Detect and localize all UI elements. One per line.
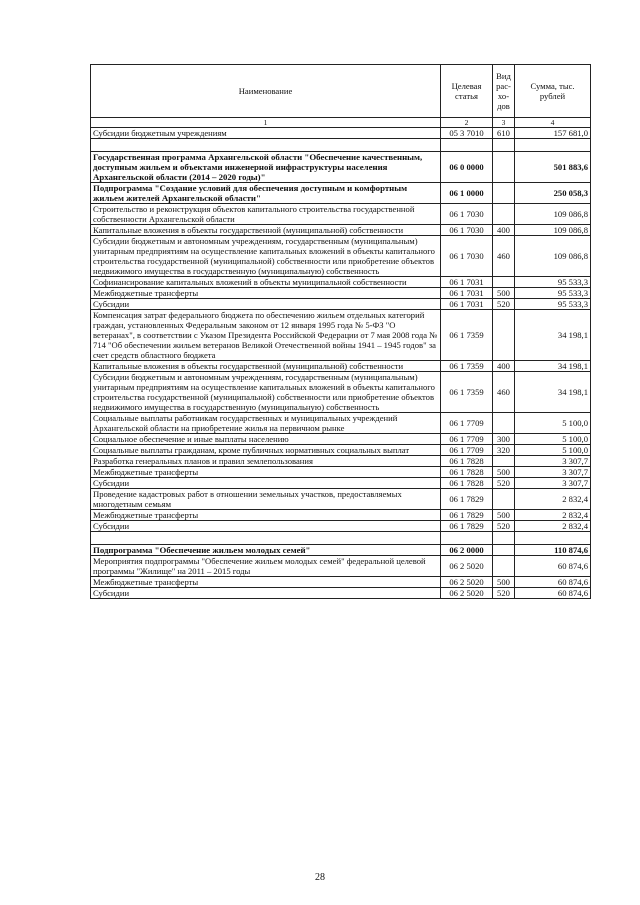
target-article: 06 1 7359 — [441, 372, 493, 413]
target-article: 06 1 7030 — [441, 204, 493, 225]
expense-type — [493, 310, 515, 361]
target-article: 06 1 7031 — [441, 277, 493, 288]
table-row — [91, 510, 591, 521]
table-row — [91, 456, 591, 467]
amount: 34 198,1 — [515, 361, 591, 372]
target-article: 06 1 7829 — [441, 489, 493, 510]
expense-type: 500 — [493, 288, 515, 299]
amount: 3 307,7 — [515, 478, 591, 489]
column-number: 3 — [493, 118, 515, 128]
item-name: Субсидии — [91, 478, 441, 489]
header-kind: Вид рас-хо-дов — [493, 65, 515, 118]
amount: 3 307,7 — [515, 456, 591, 467]
target-article: 06 1 0000 — [441, 183, 493, 204]
item-name: Подпрограмма "Создание условий для обеспечения доступным и комфортным жильем жителей Архангельской области" — [91, 183, 441, 204]
item-name: Межбюджетные трансферты — [91, 510, 441, 521]
expense-type — [493, 413, 515, 434]
header-sum: Сумма, тыс. рублей — [515, 65, 591, 118]
item-name: Капитальные вложения в объекты государственной (муниципальной) собственности — [91, 361, 441, 372]
expense-type: 500 — [493, 577, 515, 588]
amount: 60 874,6 — [515, 588, 591, 599]
expense-type: 300 — [493, 434, 515, 445]
target-article: 06 1 7828 — [441, 478, 493, 489]
item-name: Мероприятия подпрограммы "Обеспечение жильем молодых семей" федеральной целевой программы "Жилище" на 2011 – 2015 годы — [91, 556, 441, 577]
table-row — [91, 299, 591, 310]
expense-type: 500 — [493, 467, 515, 478]
table-row — [91, 445, 591, 456]
item-name: Субсидии бюджетным и автономным учреждениям, государственным (муниципальным) унитарным предприятиям на осуществление капитальных вложений в объекты капитального строительства государственной (муниципальной) собственности или приобретение объектов недвижимого имущества в государственную (муниципальную) собственность — [91, 236, 441, 277]
expense-type: 520 — [493, 478, 515, 489]
program-row — [91, 152, 591, 183]
empty-cell — [441, 139, 493, 152]
expense-type: 500 — [493, 510, 515, 521]
item-name: Субсидии бюджетным и автономным учреждениям, государственным (муниципальным) унитарным предприятиям на осуществление капитальных вложений в объекты капитального строительства государственной (муниципальной) собственности или приобретение объектов недвижимого имущества в государственную (муниципальную) собственность — [91, 372, 441, 413]
item-name: Субсидии — [91, 521, 441, 532]
amount: 157 681,0 — [515, 128, 591, 139]
target-article: 06 0 0000 — [441, 152, 493, 183]
expense-type: 610 — [493, 128, 515, 139]
target-article: 06 1 7828 — [441, 456, 493, 467]
amount: 109 086,8 — [515, 225, 591, 236]
expense-type: 520 — [493, 299, 515, 310]
amount: 95 533,3 — [515, 288, 591, 299]
item-name: Капитальные вложения в объекты государственной (муниципальной) собственности — [91, 225, 441, 236]
target-article: 06 1 7030 — [441, 225, 493, 236]
target-article: 05 3 7010 — [441, 128, 493, 139]
amount: 5 100,0 — [515, 434, 591, 445]
table-row — [91, 478, 591, 489]
amount: 95 533,3 — [515, 277, 591, 288]
amount: 501 883,6 — [515, 152, 591, 183]
table-row — [91, 310, 591, 361]
table-header-row — [91, 65, 591, 118]
target-article: 06 2 5020 — [441, 577, 493, 588]
target-article: 06 1 7031 — [441, 299, 493, 310]
table-row — [91, 413, 591, 434]
item-name: Софинансирование капитальных вложений в объекты муниципальной собственности — [91, 277, 441, 288]
target-article: 06 1 7359 — [441, 310, 493, 361]
expense-type: 460 — [493, 372, 515, 413]
item-name: Межбюджетные трансферты — [91, 577, 441, 588]
item-name: Социальное обеспечение и иные выплаты населению — [91, 434, 441, 445]
target-article: 06 1 7829 — [441, 510, 493, 521]
amount: 109 086,8 — [515, 236, 591, 277]
table-row — [91, 361, 591, 372]
target-article: 06 1 7030 — [441, 236, 493, 277]
empty-cell — [515, 139, 591, 152]
table-row — [91, 521, 591, 532]
target-article: 06 2 0000 — [441, 545, 493, 556]
column-number: 4 — [515, 118, 591, 128]
empty-cell — [493, 139, 515, 152]
expense-type: 400 — [493, 225, 515, 236]
program-row — [91, 183, 591, 204]
table-row — [91, 577, 591, 588]
column-number: 2 — [441, 118, 493, 128]
amount: 60 874,6 — [515, 577, 591, 588]
item-name: Социальные выплаты гражданам, кроме публичных нормативных социальных выплат — [91, 445, 441, 456]
expense-type — [493, 556, 515, 577]
amount: 2 832,4 — [515, 521, 591, 532]
table-row — [91, 372, 591, 413]
column-number: 1 — [91, 118, 441, 128]
item-name: Подпрограмма "Обеспечение жильем молодых семей" — [91, 545, 441, 556]
amount: 60 874,6 — [515, 556, 591, 577]
table-row — [91, 236, 591, 277]
spacer-row — [91, 139, 591, 152]
empty-cell — [91, 532, 441, 545]
expense-type: 520 — [493, 521, 515, 532]
item-name: Межбюджетные трансферты — [91, 288, 441, 299]
header-code: Целевая статья — [441, 65, 493, 118]
empty-cell — [493, 532, 515, 545]
expense-type — [493, 152, 515, 183]
amount: 109 086,8 — [515, 204, 591, 225]
empty-cell — [515, 532, 591, 545]
table-row — [91, 588, 591, 599]
table-row — [91, 489, 591, 510]
spacer-row — [91, 532, 591, 545]
amount: 5 100,0 — [515, 445, 591, 456]
target-article: 06 1 7709 — [441, 434, 493, 445]
expense-type: 520 — [493, 588, 515, 599]
expense-type — [493, 277, 515, 288]
table-row — [91, 225, 591, 236]
target-article: 06 1 7709 — [441, 445, 493, 456]
table-row — [91, 434, 591, 445]
header-name: Наименование — [91, 65, 441, 118]
page-number: 28 — [315, 872, 325, 883]
amount: 110 874,6 — [515, 545, 591, 556]
item-name: Субсидии бюджетным учреждениям — [91, 128, 441, 139]
target-article: 06 1 7709 — [441, 413, 493, 434]
target-article: 06 1 7829 — [441, 521, 493, 532]
target-article: 06 1 7359 — [441, 361, 493, 372]
target-article: 06 1 7828 — [441, 467, 493, 478]
item-name: Разработка генеральных планов и правил землепользования — [91, 456, 441, 467]
amount: 95 533,3 — [515, 299, 591, 310]
item-name: Межбюджетные трансферты — [91, 467, 441, 478]
table-row — [91, 467, 591, 478]
amount: 5 100,0 — [515, 413, 591, 434]
table-row — [91, 277, 591, 288]
expense-type: 320 — [493, 445, 515, 456]
expense-type — [493, 456, 515, 467]
table-row — [91, 288, 591, 299]
target-article: 06 1 7031 — [441, 288, 493, 299]
table-row — [91, 204, 591, 225]
expense-type — [493, 204, 515, 225]
amount: 34 198,1 — [515, 372, 591, 413]
table-row — [91, 128, 591, 139]
table-body — [91, 128, 591, 599]
target-article: 06 2 5020 — [441, 556, 493, 577]
item-name: Субсидии — [91, 588, 441, 599]
expense-type: 400 — [493, 361, 515, 372]
expense-type — [493, 183, 515, 204]
item-name: Социальные выплаты работникам государственных и муниципальных учреждений Архангельской области на приобретение жилья на первичном рынке — [91, 413, 441, 434]
target-article: 06 2 5020 — [441, 588, 493, 599]
item-name: Государственная программа Архангельской области "Обеспечение качественным, доступным жильем и объектами инженерной инфраструктуры населения Архангельской области (2014 – 2020 годы)" — [91, 152, 441, 183]
amount: 2 832,4 — [515, 510, 591, 521]
empty-cell — [91, 139, 441, 152]
item-name: Строительство и реконструкция объектов капитального строительства государственной собственности Архангельской области — [91, 204, 441, 225]
column-number-row — [91, 118, 591, 128]
amount: 2 832,4 — [515, 489, 591, 510]
table-row — [91, 556, 591, 577]
amount: 34 198,1 — [515, 310, 591, 361]
amount: 3 307,7 — [515, 467, 591, 478]
item-name: Проведение кадастровых работ в отношении земельных участков, предоставляемых многодетным семьям — [91, 489, 441, 510]
item-name: Субсидии — [91, 299, 441, 310]
item-name: Компенсация затрат федерального бюджета по обеспечению жильем отдельных категорий граждан, установленных Федеральным законом от 12 января 1995 года № 5-ФЗ "О ветеранах", в соответствии с Указом Президента Российской Федерации от 7 мая 2008 года № 714 "Об обеспечении жильем ветеранов Великой Отечественной войны 1941 – 1945 годов" за счет средств областного бюджета — [91, 310, 441, 361]
budget-table — [90, 64, 591, 599]
expense-type — [493, 489, 515, 510]
empty-cell — [441, 532, 493, 545]
expense-type — [493, 545, 515, 556]
expense-type: 460 — [493, 236, 515, 277]
amount: 250 058,3 — [515, 183, 591, 204]
program-row — [91, 545, 591, 556]
